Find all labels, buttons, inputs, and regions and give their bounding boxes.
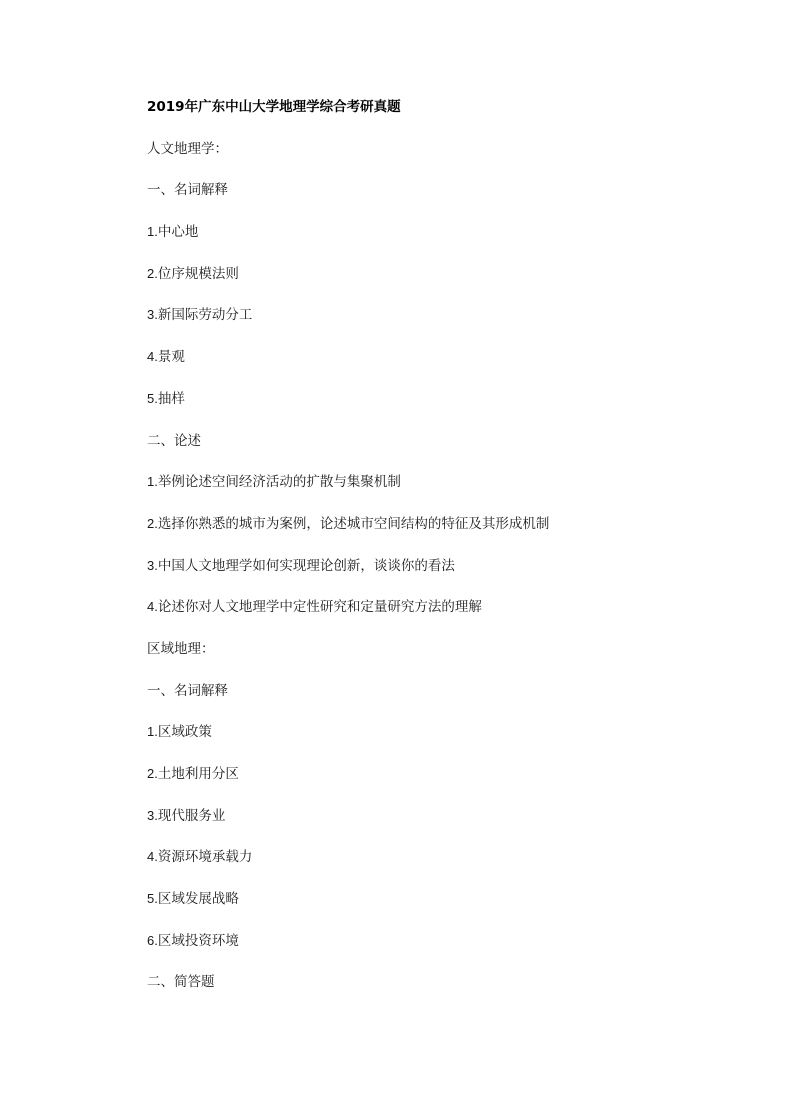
item-number: 4. [147, 349, 158, 365]
item-number: 5. [147, 891, 158, 907]
list-item [147, 470, 747, 494]
list-item [147, 845, 747, 869]
item-number: 2. [147, 265, 158, 281]
item-text: 论述你对人文地理学中定性研究和定量研究方法的理解 [157, 599, 482, 616]
part-label-short-answer: 二、简答题 [147, 974, 215, 991]
item-number: 4. [147, 849, 158, 865]
item-number: 1. [147, 474, 158, 490]
item-number: 1. [147, 224, 158, 240]
document-title: 2019年广东中山大学地理学综合考研真题 [147, 99, 401, 115]
item-text: 区域政策 [157, 724, 212, 741]
list-item [147, 554, 747, 578]
item-number: 1. [147, 724, 158, 740]
item-text: 新国际劳动分工 [157, 307, 253, 324]
section-heading-regional-geography: 区域地理： [147, 640, 215, 657]
list-item [147, 762, 747, 786]
item-text: 现代服务业 [157, 807, 226, 824]
list-item [147, 887, 747, 911]
document-content [147, 95, 747, 1012]
list-item [147, 804, 747, 828]
item-text: 土地利用分区 [157, 766, 239, 782]
part-label-essay: 二、论述 [147, 432, 201, 449]
list-item [147, 929, 747, 953]
part-label-terms: 一、名词解释 [147, 182, 228, 199]
item-number: 3. [147, 807, 158, 823]
item-text: 举例论述空间经济活动的扩散与集聚机制 [157, 474, 401, 491]
list-item [147, 345, 747, 369]
item-number: 3. [147, 307, 158, 323]
item-text: 区域投资环境 [157, 932, 239, 949]
item-text: 抽样 [157, 390, 185, 407]
item-text: 资源环境承载力 [157, 849, 253, 866]
item-number: 6. [147, 932, 158, 948]
item-number: 2. [147, 515, 158, 531]
list-item [147, 387, 747, 411]
part-label-terms: 一、名词解释 [147, 682, 228, 699]
item-number: 4. [147, 599, 158, 615]
list-item [147, 262, 747, 286]
item-text: 区域发展战略 [157, 891, 239, 908]
list-item [147, 220, 747, 244]
list-item [147, 595, 747, 619]
item-text: 景观 [157, 349, 185, 366]
list-item [147, 512, 747, 536]
item-number: 2. [147, 766, 158, 781]
item-text: 位序规模法则 [157, 265, 239, 282]
item-number: 3. [147, 557, 158, 573]
item-number: 5. [147, 390, 158, 406]
item-text: 中国人文地理学如何实现理论创新，谈谈你的看法 [157, 557, 455, 574]
list-item [147, 303, 747, 327]
item-text: 中心地 [157, 224, 199, 241]
list-item [147, 720, 747, 744]
item-text: 选择你熟悉的城市为案例，论述城市空间结构的特征及其形成机制 [157, 515, 550, 532]
section-heading-human-geography: 人文地理学： [147, 140, 228, 157]
